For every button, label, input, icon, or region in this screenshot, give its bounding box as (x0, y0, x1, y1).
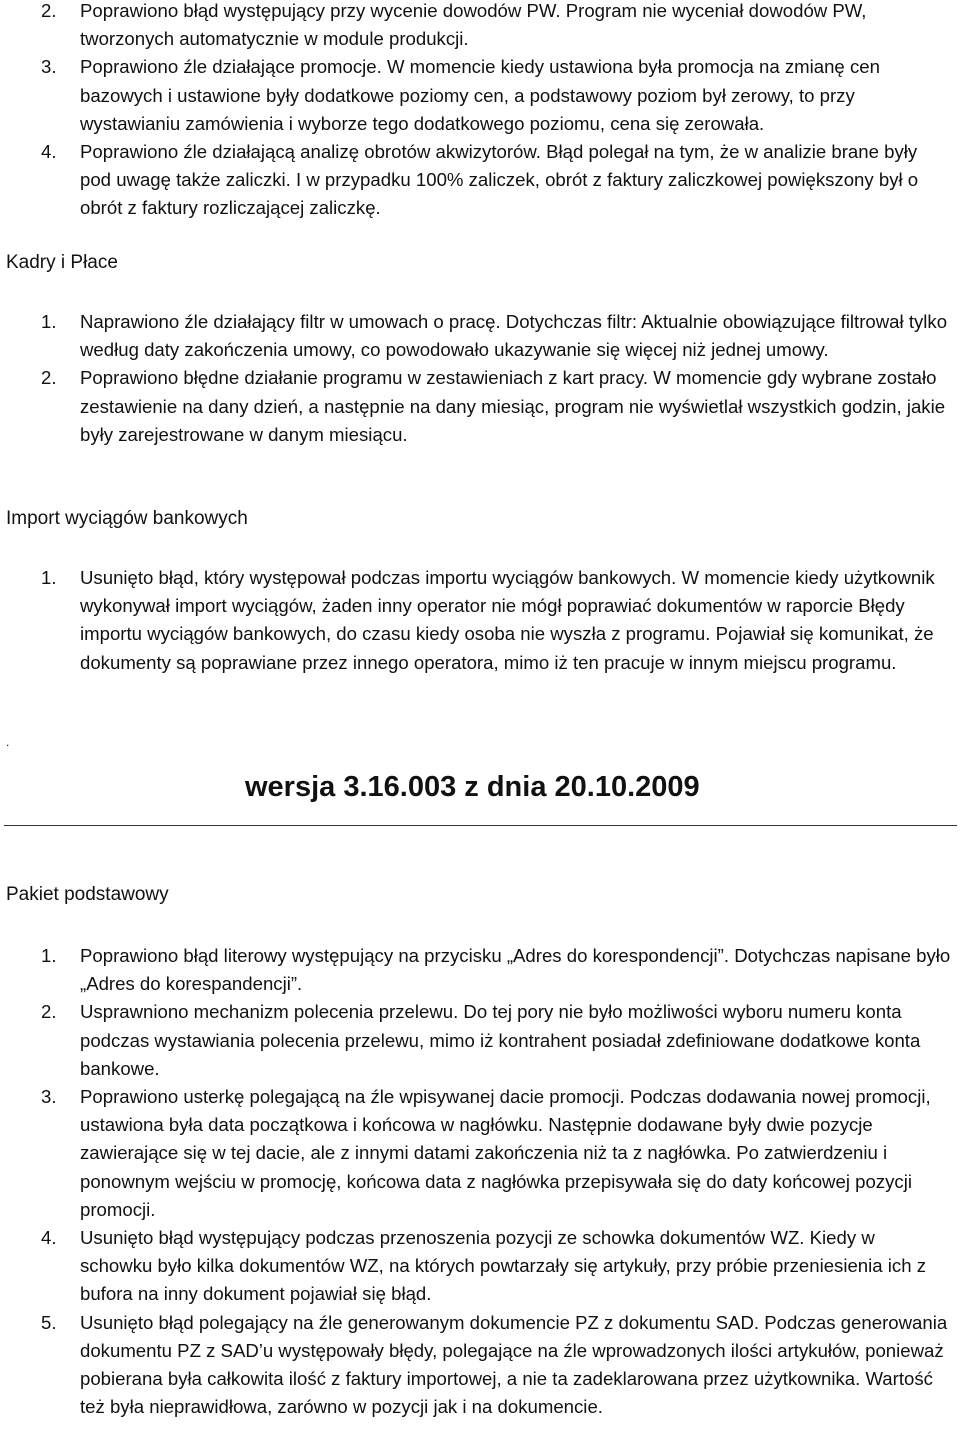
section-title-pakiet: Pakiet podstawowy (6, 884, 169, 905)
section-title-kadry: Kadry i Płace (6, 252, 118, 273)
list-item: 1. Naprawiono źle działający filtr w umowach o pracę. Dotychczas filtr: Aktualnie obowiązujące filtrował tylko według daty zakończenia umowy, co powodowało ukazywanie się więcej niż jednej umowy. (41, 311, 948, 361)
list-item: 5. Usunięto błąd polegający na źle generowanym dokumencie PZ z dokumentu SAD. Podczas generowania dokumentu PZ z SAD’u występowały błędy, polegające na źle wprowadzonych ilości artykułów, ponieważ pobierana była całkowita ilość z faktury importowej, a nie ta zadeklarowana przez użytkownika. Wartość też była nieprawidłowa, zarówno w pozycji jak i na dokumencie. (41, 1311, 948, 1418)
stray-dot: . (6, 735, 10, 749)
list-item: 3. Poprawiono usterkę polegającą na źle wpisywanej dacie promocji. Podczas dodawania nowej promocji, ustawiona była data początkowa i końcowa w nagłówku. Następnie dodawane były dwie pozycje zawierające się w tej dacie, ale z innymi datami zakończenia niż ta z nagłówka. Po zatwierdzeniu i ponownym wejściu w promocję, końcowa data z nagłówka przepisywała się do daty końcowej pozycji promocji. (41, 1086, 931, 1220)
list-item: 1. Usunięto błąd, który występował podczas importu wyciągów bankowych. W momencie kiedy użytkownik wykonywał import wyciągów, żaden inny operator nie mógł poprawiać dokumentów w raporcie Błędy importu wyciągów bankowych, do czasu kiedy osoba nie wyszła z programu. Pojawiał się komunikat, że dokumenty są poprawiane przez innego operatora, mimo iż ten pracuje w innym miejscu programu. (41, 567, 935, 673)
list-item: 2. Poprawiono błąd występujący przy wycenie dowodów PW. Program nie wyceniał dowodów PW, tworzonych automatycznie w module produkcji. (41, 0, 867, 50)
list-item: 4. Usunięto błąd występujący podczas przenoszenia pozycji ze schowka dokumentów WZ. Kiedy w schowku było kilka dokumentów WZ, na których powtarzały się artykuły, przy próbie przeniesienia ich z bufora na inny dokument pojawiał się błąd. (41, 1227, 927, 1305)
list-item: 1. Poprawiono błąd literowy występujący na przycisku „Adres do korespondencji”. Dotychczas napisane było „Adres do korespandencji”. (41, 945, 951, 995)
list-item: 2. Poprawiono błędne działanie programu w zestawieniach z kart pracy. W momencie gdy wybrane zostało zestawienie na dany dzień, a następnie na dany miesiąc, program nie wyświetlał wszystkich godzin, jakie były zarejestrowane w danym miesiącu. (41, 367, 946, 445)
kadry-list (0, 308, 960, 449)
list-item: 4. Poprawiono źle działającą analizę obrotów akwizytorów. Błąd polegał na tym, że w analizie brane były pod uwagę także zaliczki. I w przypadku 100% zaliczek, obrót z faktury zaliczkowej powiększony był o obrót z faktury rozliczającej zaliczkę. (41, 141, 919, 219)
pakiet-list (0, 942, 960, 1421)
list-item: 3. Poprawiono źle działające promocje. W momencie kiedy ustawiona była promocja na zmianę cen bazowych i ustawione były dodatkowe poziomy cen, a podstawowy poziom był zerowy, to przy wystawianiu zamówienia i wyborze tego dodatkowego poziomu, cena się zerowała. (41, 56, 880, 134)
import-list (0, 564, 960, 677)
list-item: 2. Usprawniono mechanizm polecenia przelewu. Do tej pory nie było możliwości wyboru numeru konta podczas wystawiania polecenia przelewu, mimo iż kontrahent posiadał zdefiniowane dodatkowe konta bankowe. (41, 1001, 921, 1079)
version-heading: wersja 3.16.003 z dnia 20.10.2009 (245, 771, 700, 803)
horizontal-rule (4, 825, 957, 826)
section-title-import: Import wyciągów bankowych (6, 508, 248, 529)
top-list (0, 0, 960, 223)
